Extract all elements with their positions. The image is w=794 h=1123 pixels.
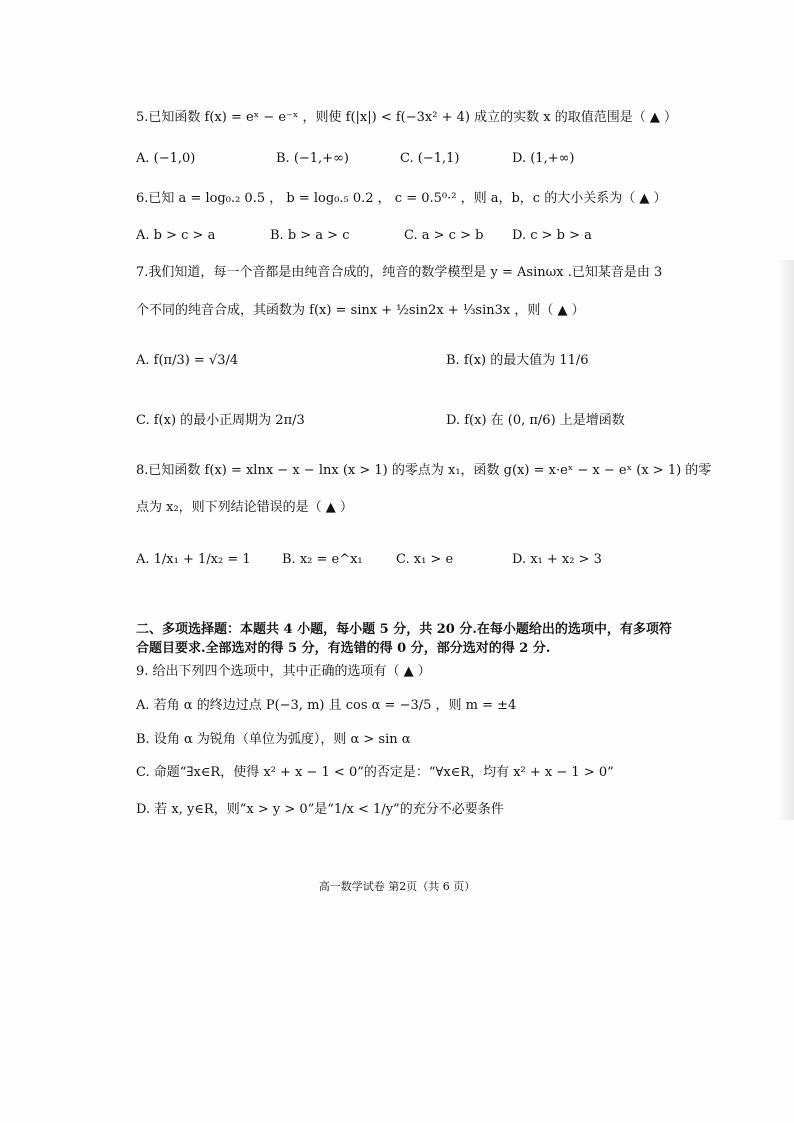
q9-stem: 9. 给出下列四个选项中，其中正确的选项有（ ▲ ） bbox=[136, 664, 431, 679]
q6-option-d: D. c > b > a bbox=[512, 228, 592, 243]
q5-option-d: D. (1,+∞) bbox=[512, 151, 575, 166]
q6-option-a: A. b > c > a bbox=[136, 228, 216, 243]
q8-option-d: D. x₁ + x₂ > 3 bbox=[512, 552, 602, 567]
section2-heading-line1: 二、多项选择题：本题共 4 小题，每小题 5 分，共 20 分.在每小题给出的选项中，有多项符 bbox=[136, 622, 672, 637]
q7-stem-line1: 7.我们知道，每一个音都是由纯音合成的，纯音的数学模型是 y = Asinωx .已知某音是由 3 bbox=[136, 265, 663, 280]
q6-option-b: B. b > a > c bbox=[270, 228, 350, 243]
q6-option-c: C. a > c > b bbox=[404, 228, 484, 243]
page-edge-shadow bbox=[780, 260, 794, 820]
q7-option-d: D. f(x) 在 (0, π/6) 上是增函数 bbox=[446, 413, 625, 428]
q5-stem: 5.已知函数 f(x) = eˣ − e⁻ˣ ，则使 f(|x|) < f(−3x² + 4) 成立的实数 x 的取值范围是（ ▲ ） bbox=[136, 110, 677, 125]
section2-heading-line2: 合题目要求.全部选对的得 5 分，有选错的得 0 分，部分选对的得 2 分. bbox=[136, 641, 551, 656]
q7-option-c: C. f(x) 的最小正周期为 2π/3 bbox=[136, 413, 305, 428]
q5-option-b: B. (−1,+∞) bbox=[276, 151, 349, 166]
q9-option-b: B. 设角 α 为锐角（单位为弧度），则 α > sin α bbox=[136, 732, 411, 747]
q8-option-a: A. 1/x₁ + 1/x₂ = 1 bbox=[136, 552, 251, 567]
q8-stem-line1: 8.已知函数 f(x) = xlnx − x − lnx (x > 1) 的零点为 x₁，函数 g(x) = x·eˣ − x − eˣ (x > 1) 的零 bbox=[136, 463, 712, 478]
q9-option-d: D. 若 x, y∈R，则“x > y > 0”是“1/x < 1/y”的充分不必要条件 bbox=[136, 802, 504, 817]
q5-option-a: A. (−1,0) bbox=[136, 151, 196, 166]
page-footer: 高一数学试卷 第2页（共 6 页） bbox=[318, 880, 476, 893]
q8-stem-line2: 点为 x₂，则下列结论错误的是（ ▲ ） bbox=[136, 500, 353, 515]
q8-option-c: C. x₁ > e bbox=[396, 552, 454, 567]
q9-option-a: A. 若角 α 的终边过点 P(−3, m) 且 cos α = −3/5 ，则 m = ±4 bbox=[136, 698, 517, 713]
q6-stem: 6.已知 a = log₀.₂ 0.5 ， b = log₀.₅ 0.2 ， c = 0.5⁰·² ，则 a，b，c 的大小关系为（ ▲ ） bbox=[136, 191, 667, 206]
q7-stem-line2: 个不同的纯音合成，其函数为 f(x) = sinx + ½sin2x + ⅓sin3x ，则（ ▲ ） bbox=[136, 303, 585, 318]
q5-option-c: C. (−1,1) bbox=[400, 151, 460, 166]
q7-option-b: B. f(x) 的最大值为 11/6 bbox=[446, 353, 589, 368]
q7-option-a: A. f(π/3) = √3/4 bbox=[136, 353, 239, 368]
q9-option-c: C. 命题“∃x∈R，使得 x² + x − 1 < 0”的否定是：“∀x∈R，均有 x² + x − 1 > 0” bbox=[136, 765, 614, 780]
q8-option-b: B. x₂ = e^x₁ bbox=[282, 552, 363, 567]
